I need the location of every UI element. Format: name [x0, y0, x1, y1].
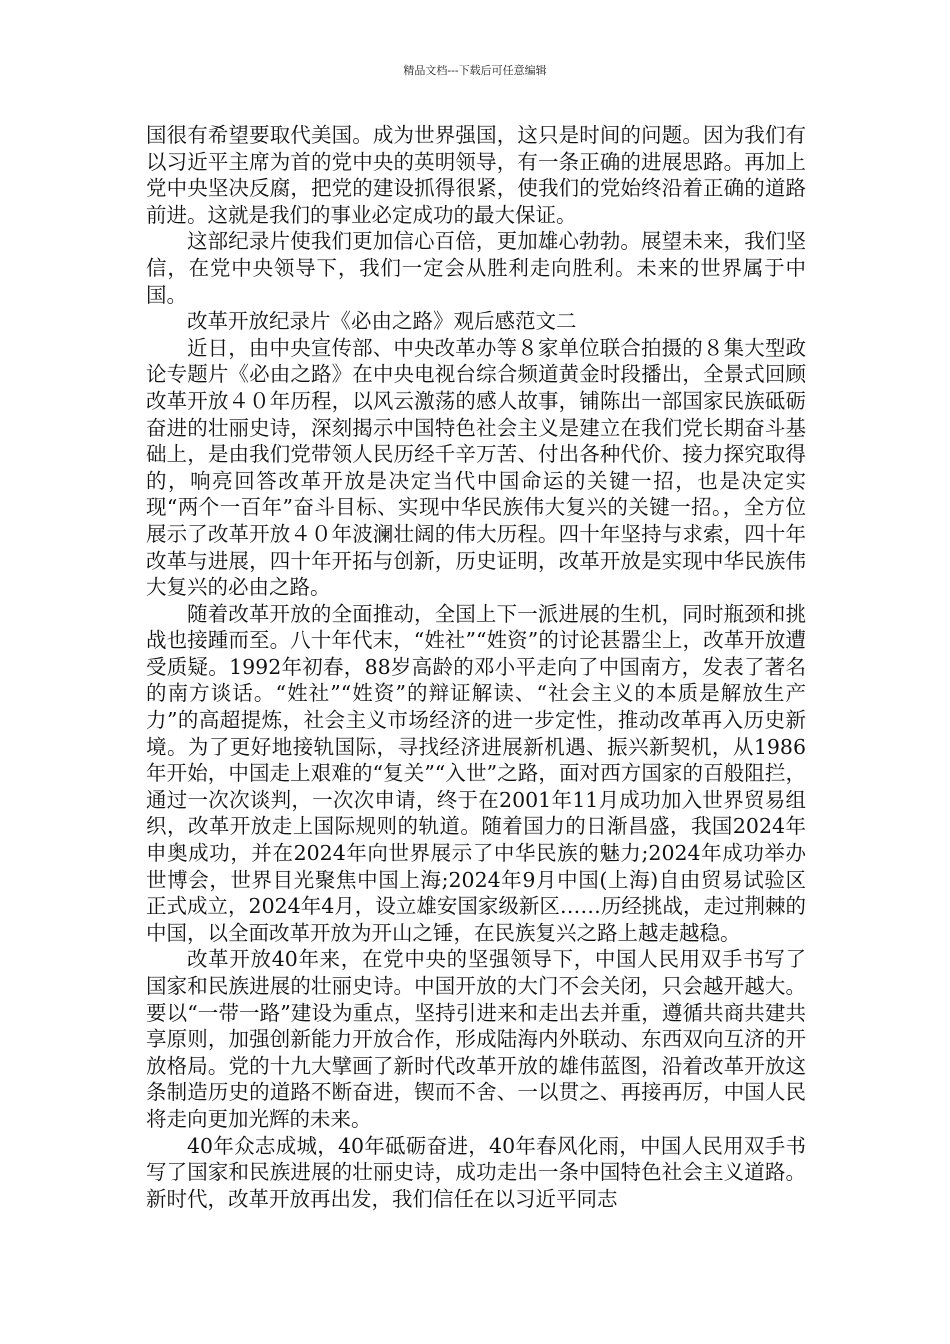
paragraph-4: 随着改革开放的全面推动，全国上下一派进展的生机，同时瓶颈和挑战也接踵而至。八十年代末，“姓社”“姓资”的讨论甚嚣尘上，改革开放遭受质疑。1992年初春，88岁高龄的邓小平走向了中国南方，发表了著名的南方谈话。“姓社”“姓资”的辩证解读、“社会主义的本质是解放生产力”的高超提炼，社会主义市场经济的进一步定性，推动改革再入历史新境。为了更好地接轨国际，寻找经济进展新机遇、振兴新契机，从1986年开始，中国走上艰难的“复关”“入世”之路，面对西方国家的百般阻拦，通过一次次谈判，一次次申请，终于在2001年11月成功加入世界贸易组织，改革开放走上国际规则的轨道。随着国力的日渐昌盛，我国2024年申奥成功，并在2024年向世界展示了中华民族的魅力;2024年成功举办世博会，世界目光聚焦中国上海;2024年9月中国(上海)自由贸易试验区正式成立，2024年4月，设立雄安国家级新区……历经挑战，走过荆棘的中国，以全面改革开放为开山之锤，在民族复兴之路上越走越稳。 [146, 601, 806, 945]
page-header: 精品文档---下载后可任意编辑 [403, 64, 547, 77]
section-heading: 改革开放纪录片《必由之路》观后感范文二 [187, 309, 577, 334]
paragraph-1: 国很有希望要取代美国。成为世界强国，这只是时间的问题。因为我们有以习近平主席为首的党中央的英明领导，有一条正确的进展思路。再加上党中央坚决反腐，把党的建设抓得很紧，使我们的党始终沿着正确的道路前进。这就是我们的事业必定成功的最大保证。 [146, 123, 806, 227]
paragraph-5: 改革开放40年来，在党中央的坚强领导下，中国人民用双手书写了国家和民族进展的壮丽史诗。中国开放的大门不会关闭，只会越开越大。要以“一带一路”建设为重点，坚持引进来和走出去并重，遵循共商共建共享原则，加强创新能力开放合作，形成陆海内外联动、东西双向互济的开放格局。党的十九大擘画了新时代改革开放的雄伟蓝图，沿着改革开放这条制造历史的道路不断奋进，锲而不舍、一以贯之、再接再厉，中国人民将走向更加光辉的未来。 [146, 947, 806, 1131]
document-body [146, 122, 806, 1212]
paragraph-6: 40年众志成城，40年砥砺奋进，40年春风化雨，中国人民用双手书写了国家和民族进展的壮丽史诗，成功走出一条中国特色社会主义道路。新时代，改革开放再出发，我们信任在以习近平同志 [146, 1133, 806, 1211]
paragraph-3: 近日，由中央宣传部、中央改革办等８家单位联合拍摄的８集大型政论专题片《必由之路》在中央电视台综合频道黄金时段播出，全景式回顾改革开放４０年历程，以风云激荡的感人故事，铺陈出一部国家民族砥砺奋进的壮丽史诗，深刻揭示中国特色社会主义是建立在我们党长期奋斗基础上，是由我们党带领人民历经千辛万苦、付出各种代价、接力探究取得的，响亮回答改革开放是决定当代中国命运的关键一招，也是决定实现“两个一百年”奋斗目标、实现中华民族伟大复兴的关键一招。，全方位展示了改革开放４０年波澜壮阔的伟大历程。四十年坚持与求索，四十年改革与进展，四十年开拓与创新，历史证明，改革开放是实现中华民族伟大复兴的必由之路。 [146, 335, 806, 600]
paragraph-2: 这部纪录片使我们更加信心百倍，更加雄心勃勃。展望未来，我们坚信，在党中央领导下，我们一定会从胜利走向胜利。未来的世界属于中国。 [146, 229, 806, 307]
